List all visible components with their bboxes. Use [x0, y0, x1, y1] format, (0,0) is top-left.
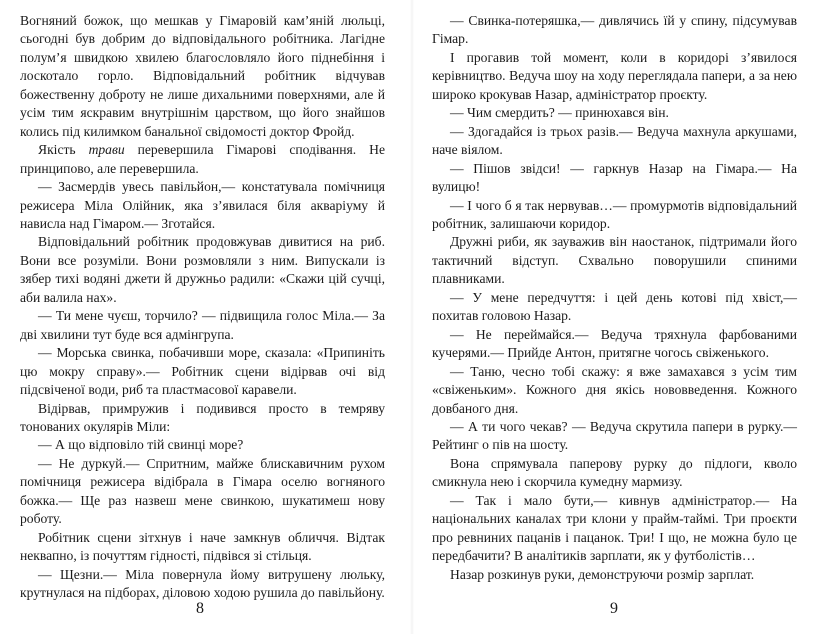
paragraph: — Ти мене чуєш, торчило? — підвищила голос Міла.— За дві хвилини тут буде вся адмінгрупа.: [20, 308, 385, 342]
paragraph: — Чим смердить? — принюхався він.: [450, 105, 669, 121]
paragraph: — Свинка-потеряшка,— дивлячись їй у спину, підсумував Гімар.: [432, 13, 797, 47]
paragraph-text: Якість: [38, 142, 89, 158]
paragraph: — Щезни.— Міла повернула йому витрушену люльку, крутнулася на підборах, діловою ходою рушила до павільйону.: [20, 566, 385, 601]
left-page: [20, 12, 385, 603]
paragraph: — Не переймайся.— Ведуча тряхнула фарбованими кучерями.— Прийде Антон, притягне чогось свіженького.: [432, 326, 797, 361]
paragraph: — А що відповіло тій свинці море?: [38, 437, 244, 453]
right-page: [432, 12, 797, 584]
paragraph: — Не дуркуй.— Спритним, майже блискавичним рухом помічниця режисера відібрала в Гімара оселю вогняного божка.— Ще раз назвеш мене свинкою, шукатимеш нову роботу.: [20, 455, 385, 527]
paragraph: — Засмердів увесь павільйон,— констатувала помічниця режисера Міла Олійник, яка з’явилася біля акваріуму й нависла над Гімаром.— Зготайся.: [20, 179, 385, 231]
paragraph: — А ти чого чекав? — Ведуча скрутила папери в рурку.— Рейтинг о пів на шосту.: [432, 418, 797, 453]
paragraph: — Так і мало бути,— кивнув адміністратор.— На національних каналах три клони у прайм-таймі. Три проєкти про ревниних пацанів і пацанок. Три! І що, не можна було це передбачити? В аналітиків зарплати, як у футболістів…: [432, 492, 797, 564]
paragraph: Відповідальний робітник продовжував дивитися на риб. Вони все розуміли. Вони розмовляли з ним. Випускали із зябер тихі водяні джети й дружньо радили: «Скажи цій сучці, аби валила нах».: [20, 234, 385, 305]
paragraph: Робітник сцени зітхнув і наче замкнув обличчя. Відтак неквапно, із почуттям гідності, підвівся зі стільця.: [20, 529, 385, 564]
paragraph: — Морська свинка, побачивши море, сказала: «Припиніть цю мокру справу».— Робітник сцени відірвав очі від підсвіченої води, риб та пластмасової каравели.: [20, 345, 385, 398]
paragraph: — Здогадайся із трьох разів.— Ведуча махнула аркушами, наче віялом.: [432, 123, 797, 158]
paragraph: Відірвав, примружив і подивився просто в темряву тонованих окулярів Міли:: [20, 400, 385, 434]
paragraph: — Пішов звідси! — гаркнув Назар на Гімара.— На вулицю!: [432, 160, 797, 195]
paragraph: Назар розкинув руки, демонструючи розмір зарплат.: [450, 566, 755, 582]
page-number-left: 8: [196, 600, 204, 617]
italic-word: трави: [88, 142, 125, 158]
paragraph: І прогавив той момент, коли в коридорі з’явилося керівництво. Ведуча шоу на ходу переглядала папери, а за нею широко крокував Назар, адміністратор проєкту.: [432, 49, 797, 102]
paragraph: [20, 141, 385, 178]
paragraph: — І чого б я так нервував…— промурмотів відповідальний робітник, залишаючи коридор.: [432, 197, 797, 231]
book-gutter: [410, 0, 414, 634]
paragraph-text: перевершила Гімарові сподівання. Не принципово, але перевершила.: [20, 142, 385, 176]
paragraph: Вогняний божок, що мешкав у Гімаровій кам’яній люльці, сьогодні був добрим до відповідального робітника. Лагідне полум’я швидкою хвилею благословляло його піднебіння і лоскотало горло. Відповідальний робітник відчував божественну доброту не лише дихальними поверхнями, але й усім тим яскравим внутрішнім царством, що його знайшов колись під килимком банальної свідомості доктор Фройд.: [20, 13, 385, 139]
page-number-right: 9: [610, 600, 618, 617]
paragraph: — У мене передчуття: і цей день котові під хвіст,— похитав головою Назар.: [432, 289, 797, 324]
paragraph: Дружні риби, як зауважив він наостанок, підтримали його тактичний відступ. Схвально поворушили спиними плавниками.: [432, 234, 797, 287]
paragraph: Вона спрямувала паперову рурку до підлоги, кволо смикнула нею і скорчила кумедну мармизу.: [432, 455, 797, 490]
paragraph: — Таню, чесно тобі скажу: я вже замахався з усім тим «свіженьким». Кожного дня якісь нововведення. Кожного довбаного дня.: [432, 363, 797, 416]
